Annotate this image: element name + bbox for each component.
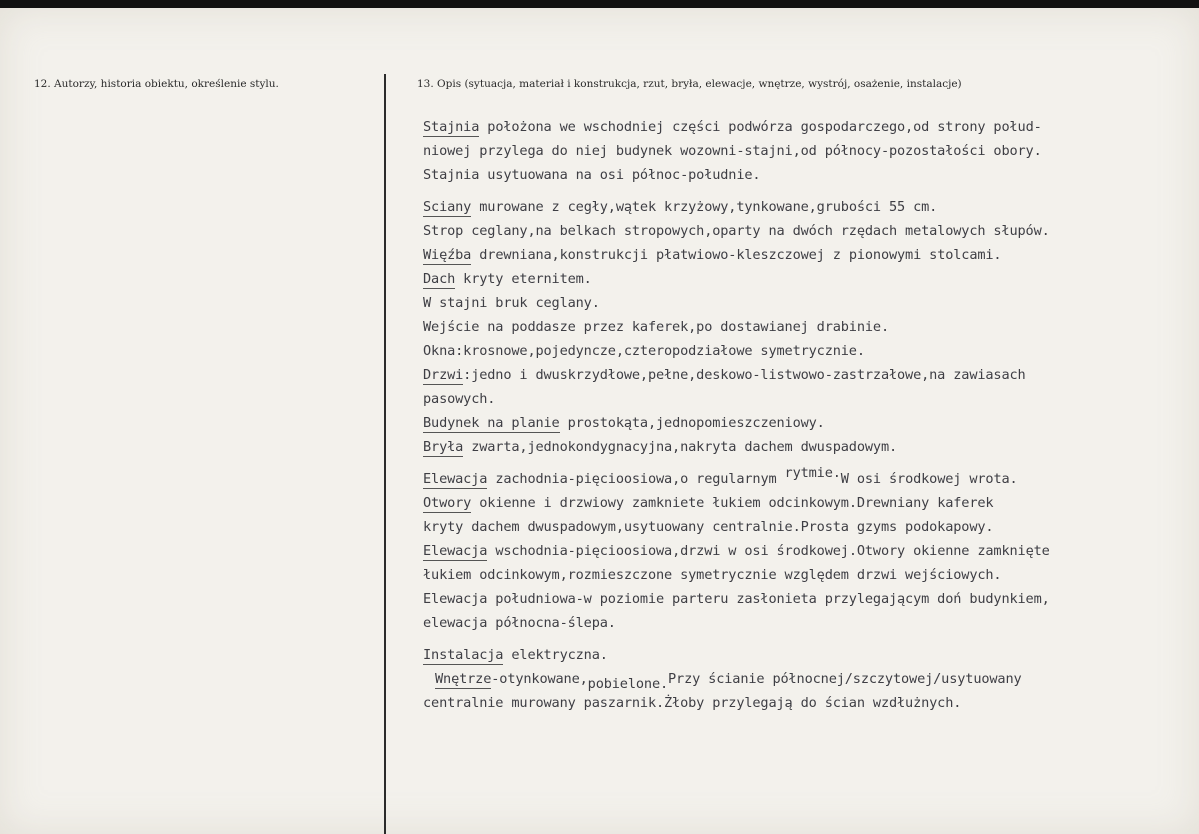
typed-description	[423, 115, 1193, 715]
underlined-term: Budynek na planie	[423, 415, 560, 431]
text-line: Instalacja elektryczna.	[423, 647, 608, 663]
text-line: elewacja północna-ślepa.	[423, 615, 616, 631]
text-line: Dach kryty eternitem.	[423, 271, 592, 287]
text-line: Stajnia położona we wschodniej części podwórza gospodarczego,od strony połud-	[423, 119, 1042, 135]
text-line: Sciany murowane z cegły,wątek krzyżowy,tynkowane,grubości 55 cm.	[423, 199, 938, 215]
underlined-term: Instalacja	[423, 647, 504, 663]
text-line: kryty dachem dwuspadowym,usytuowany centralnie.Prosta gzyms podokapowy.	[423, 519, 994, 535]
underlined-term: Stajnia	[423, 119, 480, 135]
document-sheet	[0, 8, 1199, 834]
text-line: Więźba drewniana,konstrukcji płatwiowo-kleszczowej z pionowymi stolcami.	[423, 247, 1002, 263]
text-line: Elewacja południowa-w poziomie parteru zasłonieta przylegającym doń budynkiem,	[423, 591, 1050, 607]
text-line: pasowych.	[423, 391, 496, 407]
text-line: Okna:krosnowe,pojedyncze,czteropodziałowe symetrycznie.	[423, 343, 865, 359]
text-line: Budynek na planie prostokąta,jednopomieszczeniowy.	[423, 415, 825, 431]
text-line: Otwory okienne i drzwiowy zamkniete łukiem odcinkowym.Drewniany kaferek	[423, 495, 994, 511]
text-line: Drzwi:jedno i dwuskrzydłowe,pełne,deskowo-listwowo-zastrzałowe,na zawiasach	[423, 367, 1026, 383]
underlined-term: Otwory	[423, 495, 472, 511]
section-12-header: 12. Autorzy, historia obiektu, określenie stylu.	[34, 78, 279, 90]
underlined-term: Dach	[423, 271, 456, 287]
underlined-term: Więźba	[423, 247, 472, 263]
underlined-term: Elewacja	[423, 471, 488, 487]
text-line: centralnie murowany paszarnik.Żłoby przylegają do ścian wzdłużnych.	[423, 695, 962, 711]
section-13-header: 13. Opis (sytuacja, materiał i konstrukcja, rzut, bryła, elewacje, wnętrze, wystrój, osażenie, instalacje)	[417, 78, 962, 90]
text-line: niowej przylega do niej budynek wozowni-stajni,od północy-pozostałości obory.	[423, 143, 1042, 159]
text-line: Stajnia usytuowana na osi północ-południe.	[423, 167, 761, 183]
underlined-term: Sciany	[423, 199, 472, 215]
text-line: Wejście na poddasze przez kaferek,po dostawianej drabinie.	[423, 319, 889, 335]
column-divider	[384, 74, 386, 834]
text-line: Bryła zwarta,jednokondygnacyjna,nakryta dachem dwuspadowym.	[423, 439, 898, 455]
text-line: łukiem odcinkowym,rozmieszczone symetrycznie względem drzwi wejściowych.	[423, 567, 1002, 583]
text-line: Wnętrze-otynkowane,pobielone.Przy ścianie północnej/szczytowej/usytuowany	[435, 671, 1022, 692]
underlined-term: Bryła	[423, 439, 464, 455]
text-line: Elewacja wschodnia-pięcioosiowa,drzwi w osi środkowej.Otwory okienne zamknięte	[423, 543, 1050, 559]
underlined-term: Drzwi	[423, 367, 464, 383]
text-line: W stajni bruk ceglany.	[423, 295, 600, 311]
text-line: Strop ceglany,na belkach stropowych,oparty na dwóch rzędach metalowych słupów.	[423, 223, 1050, 239]
text-line: Elewacja zachodnia-pięcioosiowa,o regularnym rytmie.W osi środkowej wrota.	[423, 465, 1018, 487]
underlined-term: Wnętrze	[435, 671, 492, 687]
underlined-term: Elewacja	[423, 543, 488, 559]
